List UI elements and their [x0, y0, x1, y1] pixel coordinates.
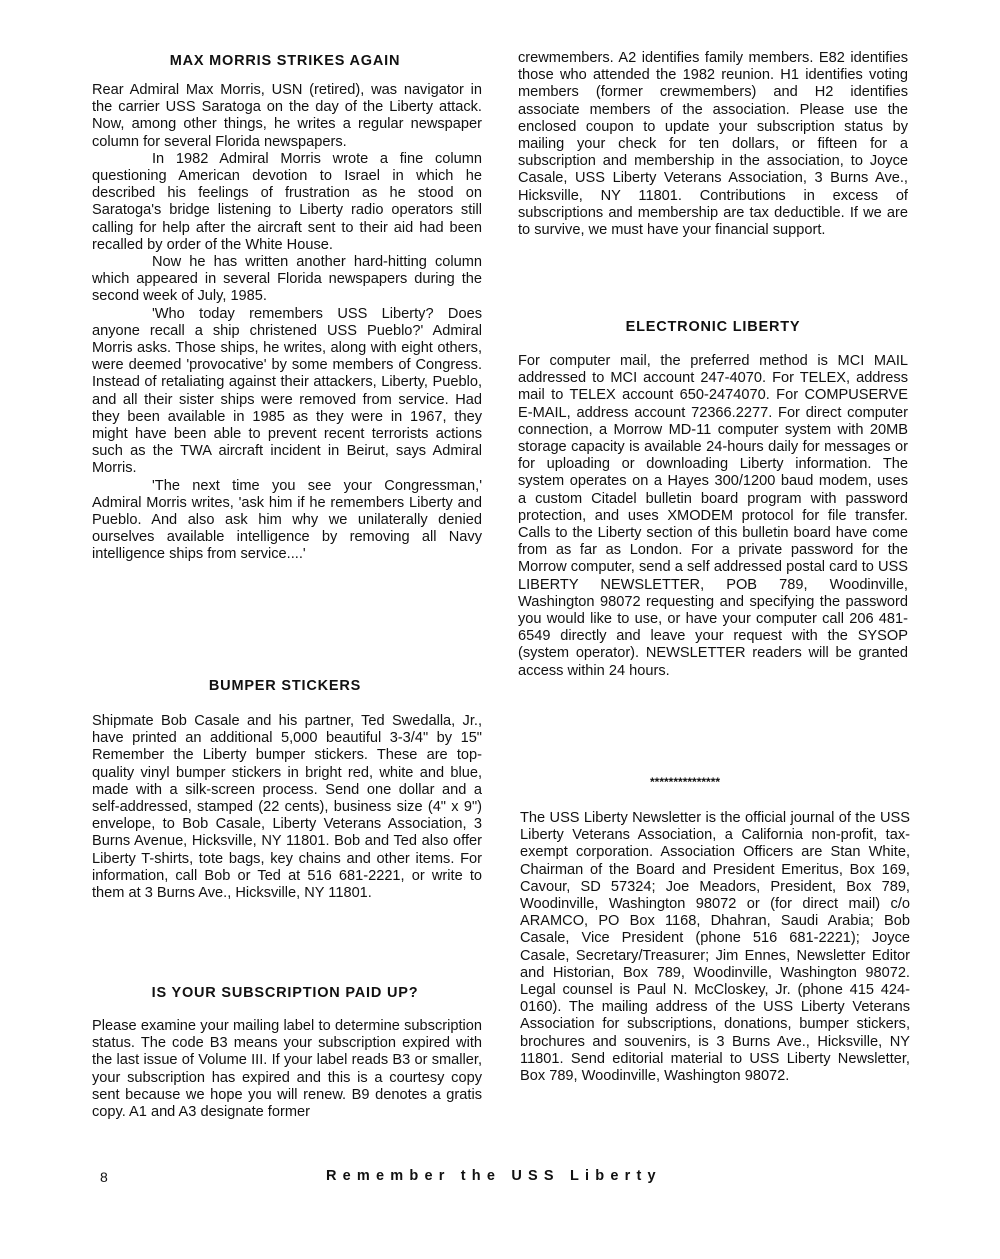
section-divider: ***************	[650, 775, 721, 789]
paragraph: crewmembers. A2 identifies family members. E82 identifies those who attended the 1982 reunion. H1 identifies voting members (former crewmembers) and H2 identifies associate members of the association. Please use the enclosed coupon to update your subscription status by mailing your check for ten dollars, or fifteen for a subscription and membership in the association, to Joyce Casale, USS Liberty Veterans Association, 3 Burns Ave., Hicksville, NY 11801. Contributions in excess of subscriptions and membership are tax deductible. If we are to survive, we must have your financial support.	[518, 50, 908, 239]
article-masthead	[520, 810, 910, 1085]
heading-subscription: IS YOUR SUBSCRIPTION PAID UP?	[151, 985, 419, 1001]
paragraph: Shipmate Bob Casale and his partner, Ted Swedalla, Jr., have printed an additional 5,000 beautiful 3-3/4" by 15" Remember the Liberty bumper stickers. These are top-quality vinyl bumper stickers in bright red, white and blue, made with a silk-screen process. Send one dollar and a self-addressed, stamped (22 cents), business size (4" x 9") envelope, to Bob Casale, Liberty Veterans Association, 3 Burns Avenue, Hicksville, NY 11801. Bob and Ted also offer Liberty T-shirts, tote bags, key chains and other items. For information, call Bob or Ted at 516 681-2221, or write to them at 3 Burns Ave., Hicksville, NY 11801.	[92, 713, 482, 902]
paragraph: The USS Liberty Newsletter is the official journal of the USS Liberty Veterans Association, a California non-profit, tax-exempt corporation. Association Officers are Stan White, Chairman of the Board and President Emeritus, Box 169, Cavour, SD 57324; Joe Meadors, President, Box 789, Woodinville, Washington 98072 or (for direct mail) c/o ARAMCO, PO Box 1168, Dhahran, Saudi Arabia; Bob Casale, Vice President (phone 516 681-2221); Joyce Casale, Secretary/Treasurer; Jim Ennes, Newsletter Editor and Historian, Box 789, Woodinville, Washington 98072. Legal counsel is Paul N. McCloskey, Jr. (phone 415 424-0160). The mailing address of the USS Liberty Veterans Association for subscriptions, donations, bumper stickers, brochures and souvenirs, is 3 Burns Ave., Hicksville, NY 11801. Send editorial material to USS Liberty Newsletter, Box 789, Woodinville, Washington 98072.	[520, 810, 910, 1085]
paragraph: For computer mail, the preferred method is MCI MAIL addressed to MCI account 247-4070. For TELEX, address mail to TELEX account 650-2474070. For COMPUSERVE E-MAIL, address account 72366.2277. For direct computer connection, a Morrow MD-11 computer system with 20MB storage capacity is available 24-hours daily for messages or for uploading or downloading Liberty information. The system operates on a Hayes 300/1200 baud modem, uses a custom Citadel bulletin board program with password protection, and uses XMODEM protocol for file transfer. Calls to the Liberty section of this bulletin board have come from as far as London. For a private password for the Morrow computer, send a self addressed postal card to USS LIBERTY NEWSLETTER, POB 789, Woodinville, Washington 98072 requesting and specifying the password you would like to use, or have your computer call 206 481-6549 directly and leave your request with the SYSOP (system operator). NEWSLETTER readers will be granted access within 24 hours.	[518, 353, 908, 679]
article-bumper-stickers	[92, 713, 482, 902]
article-subscription-continued	[518, 50, 908, 239]
paragraph: Rear Admiral Max Morris, USN (retired), was navigator in the carrier USS Saratoga on the day of the Liberty attack. Now, among other things, he writes a regular newspaper column for several Florida newspapers.	[92, 82, 482, 150]
article-max-morris	[92, 82, 482, 564]
heading-bumper-stickers: BUMPER STICKERS	[208, 678, 362, 694]
paragraph: In 1982 Admiral Morris wrote a fine column questioning American devotion to Israel in which he described his feelings of frustration as he stood on Saratoga's bridge listening to Liberty radio operators still calling for help after the aircraft sent to their aid had been recalled by order of the White House.	[92, 150, 482, 253]
footer-title: Remember the USS Liberty	[326, 1168, 662, 1184]
heading-max-morris: MAX MORRIS STRIKES AGAIN	[169, 53, 401, 69]
article-subscription	[92, 1018, 482, 1121]
paragraph: Now he has written another hard-hitting column which appeared in several Florida newspapers during the second week of July, 1985.	[92, 254, 482, 305]
paragraph: Please examine your mailing label to determine subscription status. The code B3 means your subscription expired with the last issue of Volume III. If your label reads B3 or smaller, your subscription has expired and this is a courtesy copy sent because we hope you will renew. B9 denotes a gratis copy. A1 and A3 designate former	[92, 1018, 482, 1121]
article-electronic-liberty	[518, 353, 908, 680]
page-number: 8	[100, 1169, 108, 1185]
paragraph: 'Who today remembers USS Liberty? Does anyone recall a ship christened USS Pueblo?' Admiral Morris asks. Those ships, he writes, along with eight others, were deemed 'provocative' by some members of Congress. Instead of retaliating against their attackers, Liberty, Pueblo, and all their sister ships were removed from service. Had they been available in 1985 as they were in 1967, they might have been able to prevent recent terrorists actions such as the TWA aircraft incident in Beirut, says Admiral Morris.	[92, 305, 482, 477]
heading-electronic-liberty: ELECTRONIC LIBERTY	[625, 319, 801, 335]
paragraph: 'The next time you see your Congressman,' Admiral Morris writes, 'ask him if he remembers Liberty and Pueblo. And also ask him why we unilaterally denied ourselves available intelligence by removing all Navy intelligence ships from service....'	[92, 477, 482, 563]
